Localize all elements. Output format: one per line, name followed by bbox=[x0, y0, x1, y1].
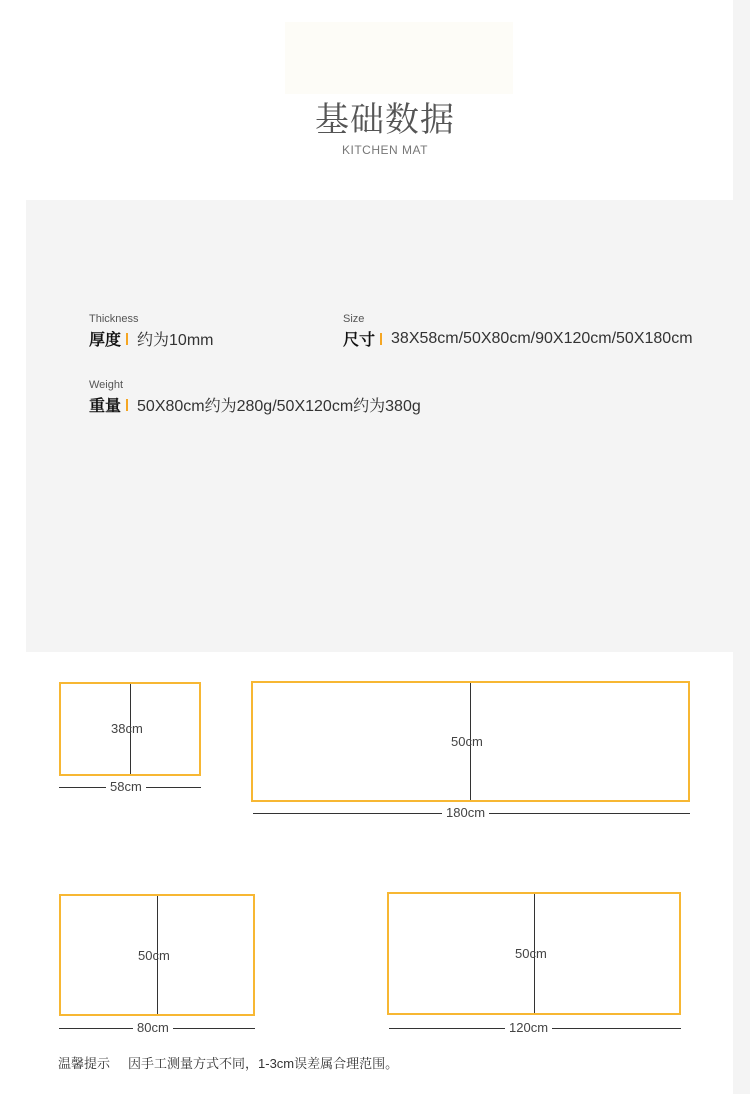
height-label: 50cm bbox=[138, 948, 170, 963]
height-label: 38cm bbox=[111, 721, 143, 736]
accent-bar bbox=[126, 333, 128, 345]
spec-weight-en: Weight bbox=[89, 379, 124, 391]
spec-thickness bbox=[89, 313, 213, 350]
spec-size-en: Size bbox=[343, 313, 365, 325]
page-title: 基础数据 bbox=[315, 101, 455, 139]
spec-weight-value: 50X80cm约为280g/50X120cm约为380g bbox=[137, 398, 421, 415]
accent-bar bbox=[380, 333, 382, 345]
note-label: 温馨提示 bbox=[58, 1056, 111, 1071]
spec-panel bbox=[26, 200, 733, 652]
width-label: 80cm bbox=[133, 1020, 173, 1035]
header-decoration bbox=[285, 22, 513, 94]
width-label: 58cm bbox=[106, 779, 146, 794]
width-label: 120cm bbox=[505, 1020, 552, 1035]
spec-weight-label: 重量 bbox=[89, 398, 122, 415]
spec-thickness-value: 约为10mm bbox=[137, 332, 214, 349]
spec-thickness-label: 厚度 bbox=[89, 332, 122, 349]
spec-size bbox=[343, 313, 693, 350]
spec-weight bbox=[89, 379, 421, 416]
height-label: 50cm bbox=[515, 946, 547, 961]
spec-size-label: 尺寸 bbox=[343, 332, 376, 349]
page-edge-strip bbox=[733, 0, 750, 1094]
note-text: 因手工测量方式不同，1-3cm误差属合理范围。 bbox=[128, 1056, 399, 1071]
accent-bar bbox=[126, 399, 128, 411]
page-subtitle: KITCHEN MAT bbox=[342, 143, 428, 157]
spec-size-value: 38X58cm/50X80cm/90X120cm/50X180cm bbox=[391, 329, 693, 347]
measurement-note bbox=[58, 1053, 398, 1072]
width-label: 180cm bbox=[442, 805, 489, 820]
spec-thickness-en: Thickness bbox=[89, 313, 139, 325]
height-label: 50cm bbox=[451, 734, 483, 749]
